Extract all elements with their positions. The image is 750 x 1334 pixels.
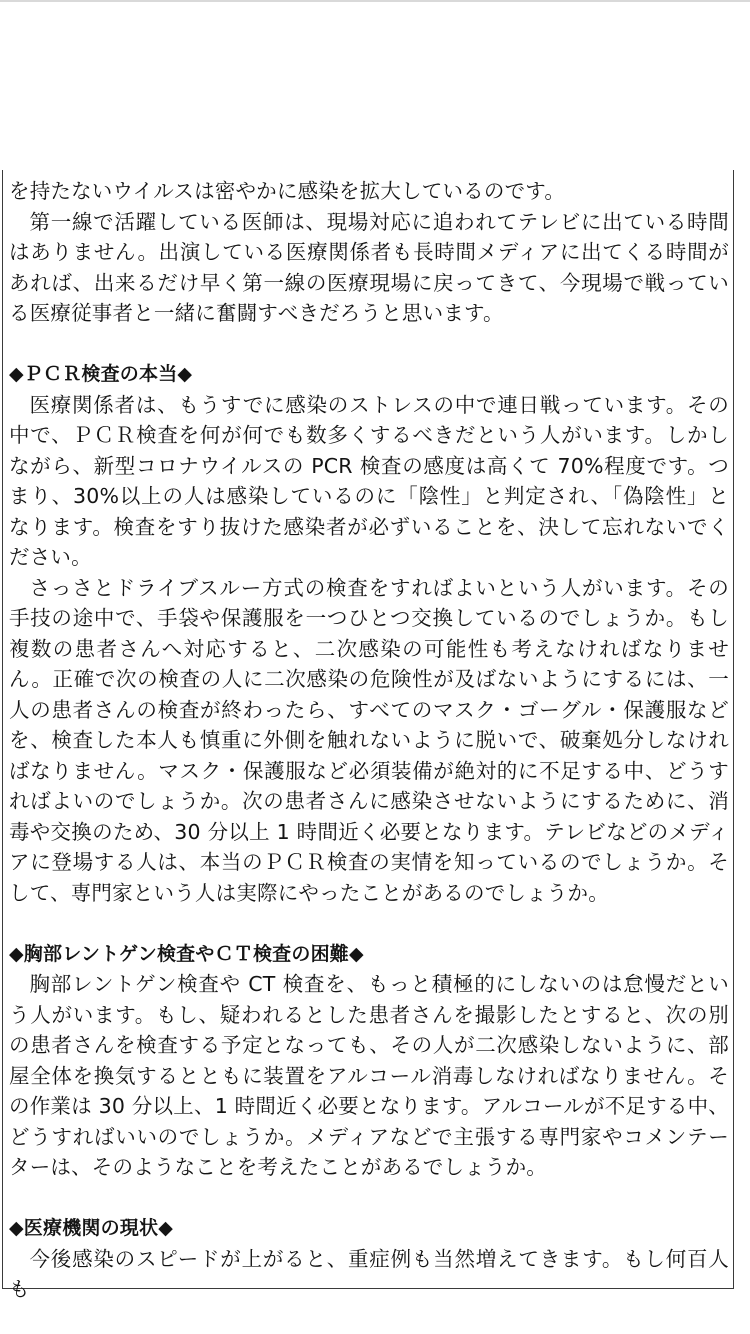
paragraph-xray-ct: 胸部レントゲン検査や CT 検査を、もっと積極的にしないのは怠慢だという人がいます。もし、疑われるとした患者さんを撮影したとすると、次の別の患者さんを検査する予定となっても、その人が二次感染しないように、部屋全体を換気するとともに装置をアルコール消毒しなければなりません。その作業は 30 分以上、1 時間近く必要となります。アルコールが不足する中、どうすればいいのでしょうか。メディアなどで主張する専門家やコメンテーターは、そのようなことを考えたことがあるでしょうか。 <box>9 972 729 1179</box>
paragraph-gap <box>9 908 729 939</box>
paragraph-gap <box>9 329 729 360</box>
paragraph-gap <box>9 1183 729 1214</box>
section-heading-pcr: ◆ＰＣＲ検査の本当◆ <box>9 363 193 385</box>
paragraph-doctors: 第一線で活躍している医師は、現場対応に追われてテレビに出ている時間はありません。出演している医療関係者も長時間メディアに出てくる時間があれば、出来るだけ早く第一線の医療現場に戻ってきて、今現場で戦っている医療従事者と一緒に奮闘すべきだろうと思います。 <box>9 209 729 325</box>
section-heading-medical-institutions: ◆医療機関の現状◆ <box>9 1217 174 1239</box>
top-divider <box>0 0 750 2</box>
section-heading-xray-ct: ◆胸部レントゲン検査やＣＴ検査の困難◆ <box>9 942 364 965</box>
paragraph-drive-through: さっさとドライブスルー方式の検査をすればよいという人がいます。その手技の途中で、手袋や保護服を一つひとつ交換しているのでしょうか。もし複数の患者さんへ対応すると、二次感染の可能性も考えなければなりません。正確で次の検査の人に二次感染の危険性が及ばないようにするには、一人の患者さんの検査が終わったら、すべてのマスク・ゴーグル・保護服などを、検査した本人も慎重に外側を触れないように脱いで、破棄処分しなければなりません。マスク・保護服など必須装備が絶対的に不足する中、どうすればよいのでしょうか。次の患者さんに感染させないようにするために、消毒や交換のため、30 分以上 1 時間近く必要となります。テレビなどのメディアに登場する人は、本当のＰＣＲ検査の実情を知っているのでしょうか。そして、専門家という人は実際にやったことがあるのでしょうか。 <box>9 575 729 905</box>
paragraph-medical-institutions: 今後感染のスピードが上がると、重症例も当然増えてきます。もし何百人も <box>9 1246 729 1301</box>
paragraph-continuation: を持たないウイルスは密やかに感染を拡大しているのです。 <box>9 179 566 203</box>
document-body <box>9 176 729 1305</box>
paragraph-pcr-sensitivity: 医療関係者は、もうすでに感染のストレスの中で連日戦っています。その中で、ＰＣＲ検査を何が何でも数多くするべきだという人がいます。しかしながら、新型コロナウイルスの PCR 検査の感度は高くて 70%程度です。つまり、30%以上の人は感染しているのに「陰性」と判定され、「偽陰性」となります。検査をすり抜けた感染者が必ずいることを、決して忘れないでください。 <box>9 392 729 569</box>
